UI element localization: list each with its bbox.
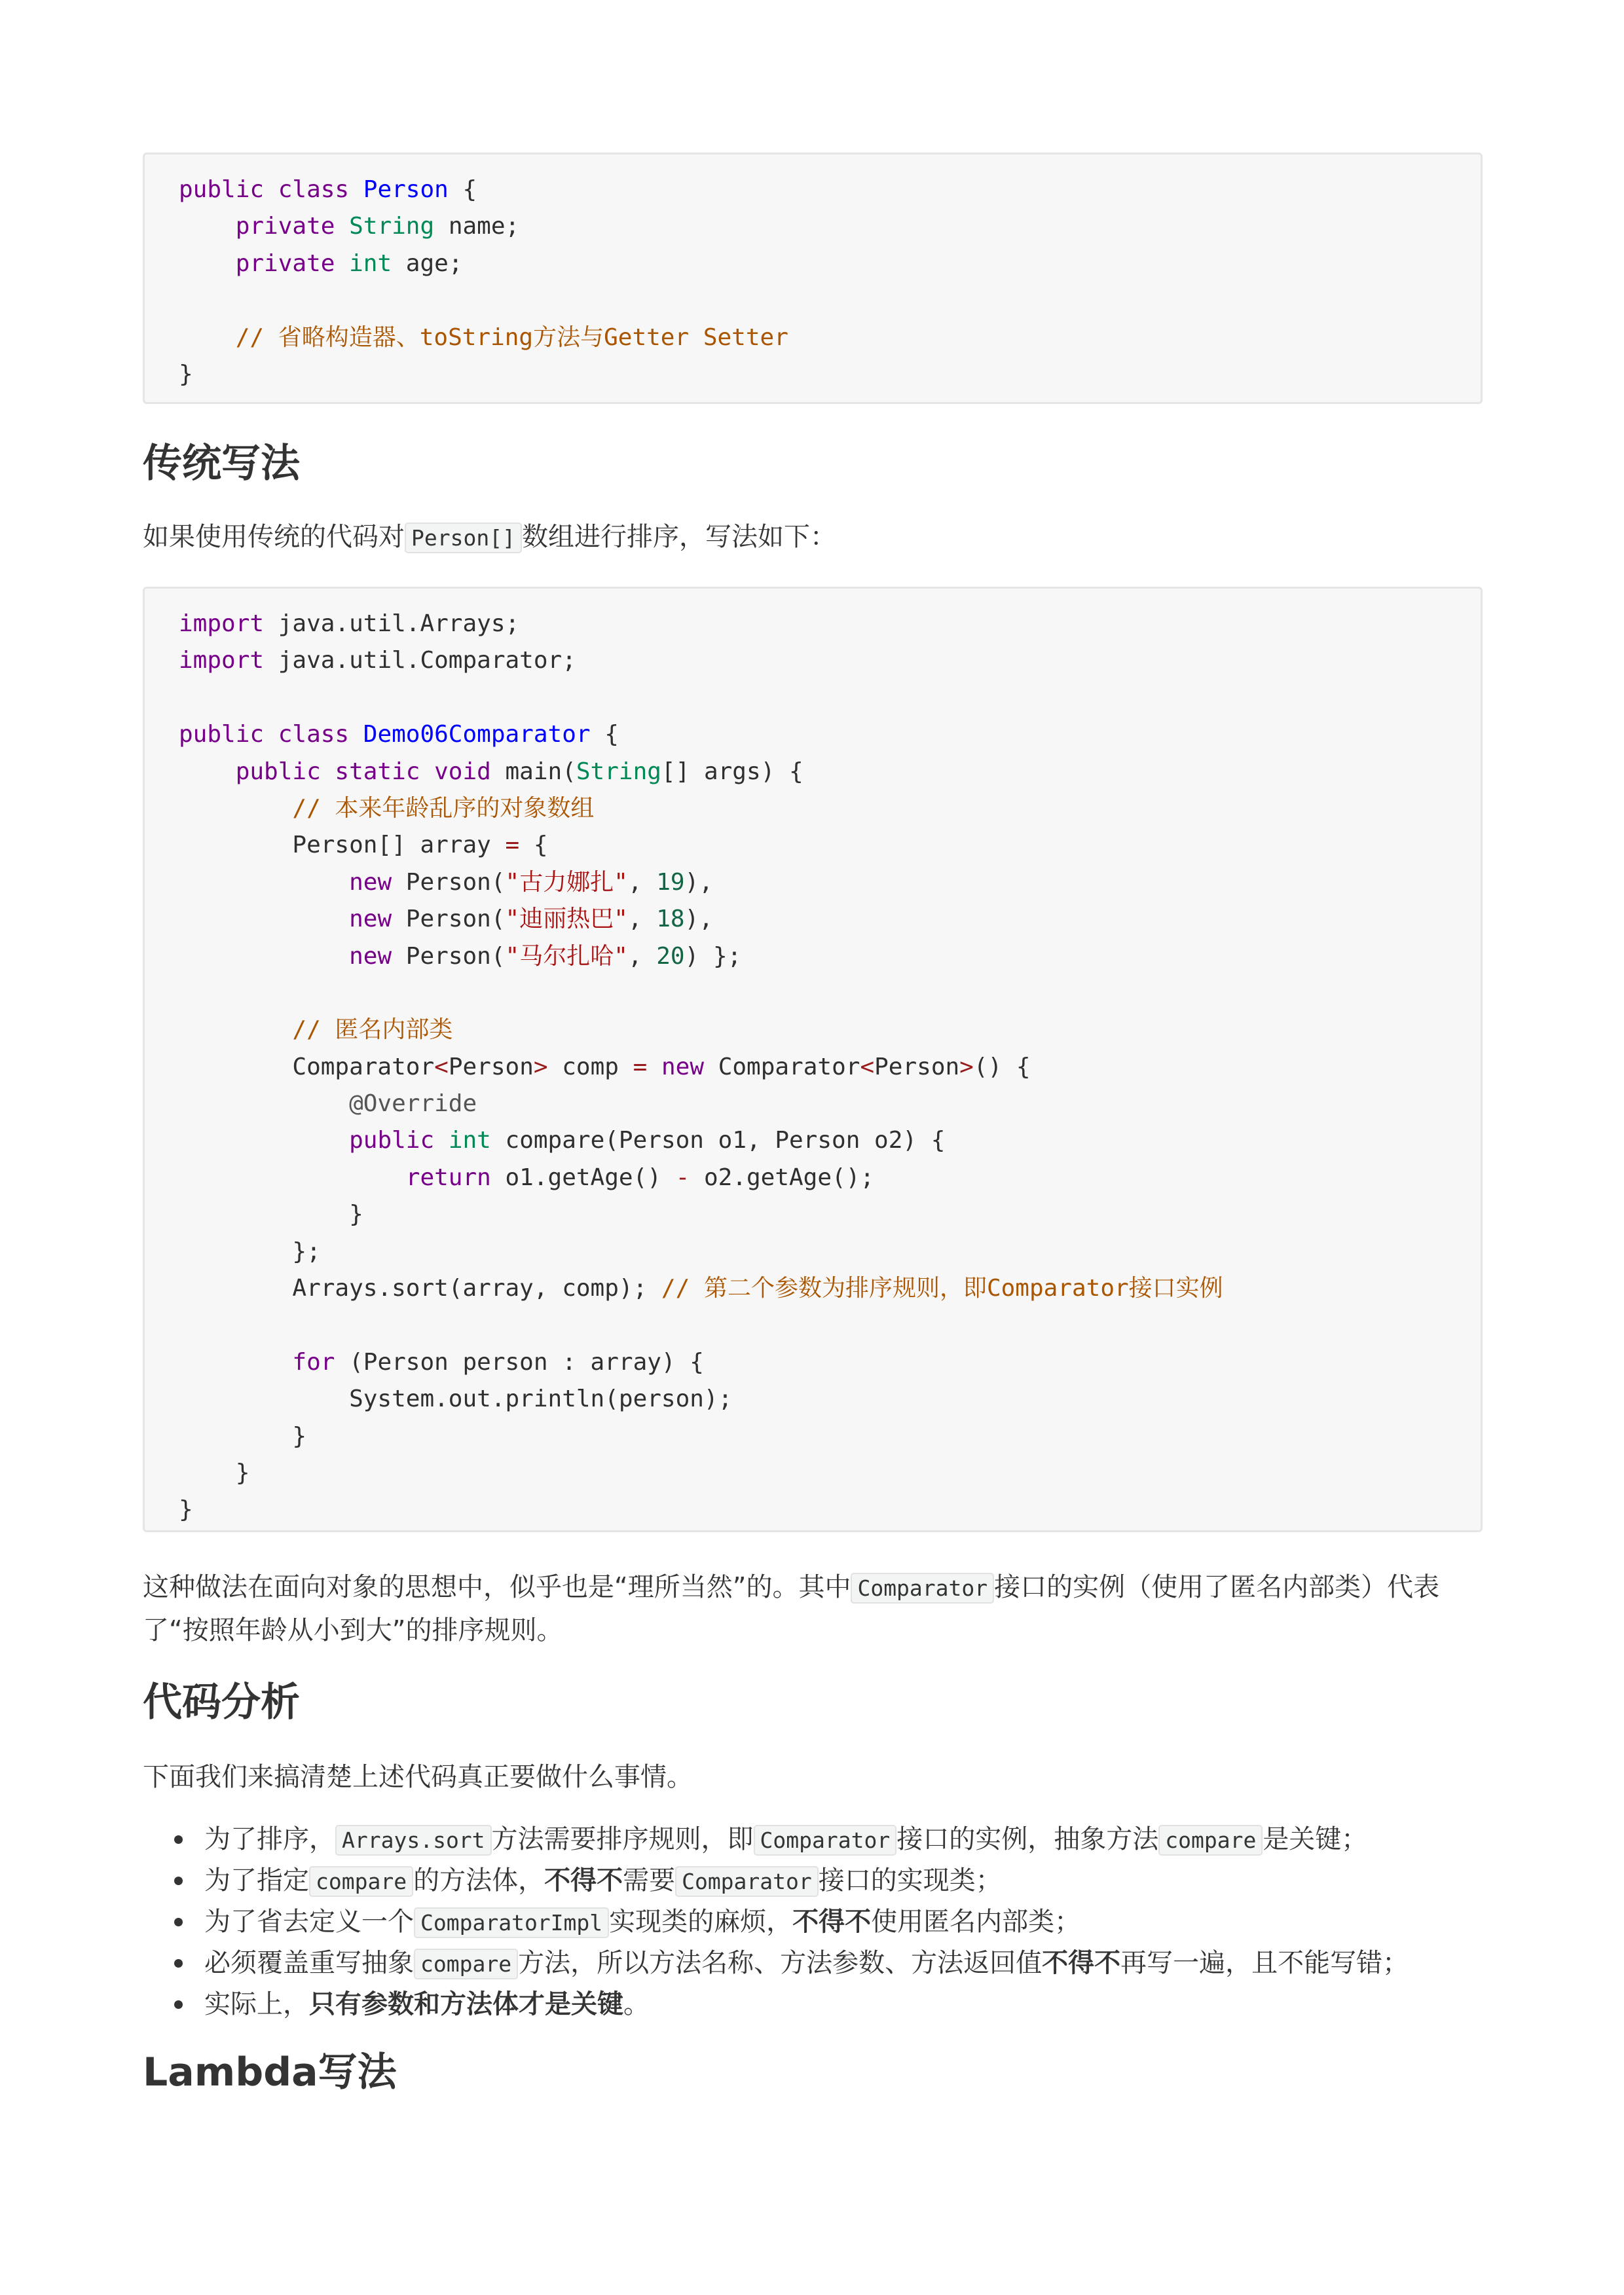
code-line	[179, 208, 1481, 245]
list-text: 需要	[623, 1865, 676, 1896]
code-token: ,	[627, 906, 657, 933]
code-token: [] args) {	[661, 758, 803, 785]
code-token: String	[576, 758, 661, 785]
code-token: {	[590, 721, 619, 748]
code-line	[179, 1012, 1481, 1048]
code-line	[179, 246, 1481, 282]
code-line	[179, 172, 1481, 208]
code-token: private	[179, 249, 350, 277]
code-token: Arrays.sort(array, comp);	[179, 1275, 661, 1302]
code-line	[179, 1122, 1481, 1159]
code-token: new	[349, 906, 392, 933]
code-token: // 匿名内部类	[179, 1016, 453, 1044]
analysis-bullet-list	[143, 1819, 1518, 2025]
code-token: }	[179, 1459, 250, 1486]
code-token: o2.getAge();	[690, 1164, 875, 1191]
code-token: {	[448, 176, 477, 203]
code-token: 18	[656, 906, 685, 933]
code-token: ),	[684, 906, 713, 933]
code-token: -	[675, 1164, 690, 1191]
analysis-intro: 下面我们来搞清楚上述代码真正要做什么事情。	[143, 1762, 693, 1792]
inline-code-person-array: Person[]	[405, 523, 522, 553]
code-token	[179, 1164, 406, 1191]
list-text: 为了指定	[204, 1865, 309, 1896]
code-line	[179, 320, 1481, 356]
paragraph-text-before: 这种做法在面向对象的思想中，似乎也是“理所当然”的。其中	[143, 1572, 851, 1602]
list-text: 的方法体，	[413, 1865, 545, 1896]
code-token: System.out.println(person);	[179, 1386, 733, 1413]
code-token	[179, 1127, 349, 1154]
list-item	[143, 1901, 1518, 1943]
code-token: Demo06Comparator	[363, 721, 591, 748]
code-token: Person(	[392, 942, 506, 970]
code-token: for	[292, 1348, 335, 1376]
code-line	[179, 1492, 1481, 1528]
code-token: java.util.Arrays;	[264, 610, 520, 637]
inline-code: compare	[414, 1949, 518, 1979]
code-line	[179, 901, 1481, 938]
code-token: (Person person : array) {	[335, 1348, 704, 1376]
code-token	[647, 1054, 661, 1080]
bold-text: 不得不	[792, 1907, 872, 1937]
list-text: 为了省去定义一个	[204, 1907, 414, 1937]
code-line	[179, 754, 1481, 790]
code-token: o1.getAge()	[490, 1164, 676, 1191]
list-item	[143, 1943, 1518, 1984]
code-token: {	[519, 832, 548, 859]
code-token: <	[860, 1053, 875, 1080]
code-token: Person	[363, 176, 449, 203]
code-line	[179, 1086, 1481, 1122]
code-token: new	[349, 868, 392, 896]
paragraph-after-code	[143, 1566, 1483, 1651]
code-token: >	[959, 1053, 974, 1080]
code-token: }	[179, 1496, 193, 1524]
code-token: ,	[627, 868, 657, 896]
inline-code: ComparatorImpl	[414, 1907, 609, 1938]
code-token: <	[434, 1053, 449, 1080]
code-token	[179, 906, 349, 932]
code-token: 20	[656, 942, 685, 970]
code-token: String	[349, 213, 435, 240]
code-line	[179, 1160, 1481, 1196]
inline-code: Arrays.sort	[335, 1825, 492, 1856]
code-token: int	[349, 249, 392, 277]
code-token: =	[633, 1053, 648, 1080]
bold-text: 不得不	[1042, 1948, 1121, 1978]
code-token: };	[179, 1238, 321, 1265]
code-token: public	[349, 1127, 435, 1154]
list-text: 方法需要排序规则，即	[491, 1824, 754, 1854]
code-line	[179, 827, 1481, 864]
code-token: return	[405, 1164, 491, 1191]
code-line	[179, 1234, 1481, 1270]
heading-lambda: Lambda写法	[143, 2049, 397, 2095]
code-token: Comparator	[704, 1053, 860, 1080]
code-token: Person(	[392, 868, 506, 896]
code-line	[179, 1270, 1481, 1307]
list-text: 。	[623, 1989, 650, 2019]
code-token: age;	[392, 249, 463, 277]
code-token: public static void	[179, 758, 506, 785]
code-token: name;	[434, 213, 520, 240]
inline-code: Comparator	[675, 1866, 819, 1897]
code-token	[434, 1127, 449, 1154]
code-token: "古力娜扎"	[505, 868, 628, 896]
code-token: >	[533, 1053, 548, 1080]
code-line	[179, 1418, 1481, 1455]
intro-text-before: 如果使用传统的代码对	[143, 522, 405, 552]
code-token: Person	[874, 1053, 960, 1080]
intro-paragraph	[143, 516, 1483, 559]
heading-traditional: 传统写法	[143, 441, 300, 487]
list-text: 为了排序，	[204, 1824, 335, 1854]
code-token	[179, 1349, 292, 1376]
code-token: main(	[505, 758, 576, 785]
code-token: public class	[179, 721, 363, 748]
intro-text-after: 数组进行排序，写法如下：	[521, 522, 836, 552]
code-line	[179, 864, 1481, 901]
code-token: }	[179, 360, 193, 388]
code-token: ),	[684, 868, 713, 896]
code-token: public class	[179, 176, 363, 203]
code-token	[179, 869, 349, 896]
code-line	[179, 282, 1481, 319]
code-token: ) };	[684, 942, 742, 970]
inline-code: Comparator	[754, 1825, 897, 1856]
list-item	[143, 1860, 1518, 1901]
bold-text: 只有参数和方法体才是关键	[309, 1989, 623, 2019]
code-line	[179, 356, 1481, 393]
bold-text: 不得不	[544, 1865, 623, 1896]
code-token: Person(	[392, 906, 506, 933]
list-item	[143, 1819, 1518, 1860]
code-token: }	[179, 1201, 363, 1228]
code-line	[179, 790, 1481, 827]
code-token: new	[349, 942, 392, 970]
code-block-person-class	[143, 153, 1483, 404]
code-token: "马尔扎哈"	[505, 942, 628, 970]
code-line	[179, 642, 1481, 679]
list-text: 再写一遍，且不能写错；	[1120, 1948, 1409, 1978]
code-line	[179, 1196, 1481, 1233]
code-line	[179, 606, 1481, 642]
code-token: // 本来年龄乱序的对象数组	[179, 794, 595, 822]
code-line	[179, 680, 1481, 716]
list-item	[143, 1984, 1518, 2025]
code-line	[179, 1049, 1481, 1086]
list-text: 接口的实现类；	[818, 1865, 1002, 1896]
code-token: int	[448, 1127, 491, 1154]
code-token: =	[505, 832, 520, 859]
code-line	[179, 1307, 1481, 1344]
code-token: // 第二个参数为排序规则，即Comparator接口实例	[661, 1275, 1223, 1302]
inline-code: compare	[309, 1866, 413, 1897]
code-token: private	[179, 213, 350, 240]
code-token	[179, 943, 349, 970]
code-token: 19	[656, 868, 685, 896]
code-token: compare(Person o1, Person o2) {	[490, 1127, 946, 1154]
code-token: () {	[973, 1053, 1031, 1080]
inline-code-comparator: Comparator	[851, 1573, 994, 1604]
inline-code: compare	[1158, 1825, 1263, 1856]
code-line	[179, 938, 1481, 975]
list-text: 方法，所以方法名称、方法参数、方法返回值	[518, 1948, 1043, 1978]
code-token: import	[179, 610, 265, 637]
code-token: Person	[448, 1053, 534, 1080]
code-token: // 省略构造器、toString方法与Getter Setter	[179, 323, 788, 351]
code-line	[179, 1381, 1481, 1418]
code-token: "迪丽热巴"	[505, 906, 628, 933]
code-line	[179, 1455, 1481, 1492]
paragraph-text-after: 接口的实例（使用了匿名内部类）代表了“按照年龄从小到大”的排序规则。	[143, 1572, 1440, 1645]
list-text: 必须覆盖重写抽象	[204, 1948, 414, 1978]
list-text: 实现类的麻烦，	[609, 1907, 793, 1937]
list-text: 是关键；	[1263, 1824, 1368, 1854]
heading-analysis: 代码分析	[143, 1680, 300, 1725]
code-token: }	[179, 1422, 307, 1450]
list-text: 使用匿名内部类；	[871, 1907, 1081, 1937]
code-line	[179, 975, 1481, 1012]
code-token: Comparator	[179, 1053, 435, 1080]
code-token: java.util.Comparator;	[264, 647, 576, 674]
code-token: @Override	[179, 1090, 477, 1118]
code-token: ,	[627, 942, 657, 970]
code-line	[179, 716, 1481, 753]
code-token: comp	[547, 1053, 633, 1080]
list-text: 接口的实例，抽象方法	[896, 1824, 1159, 1854]
code-block-demo06comparator	[143, 587, 1483, 1532]
code-line	[179, 1344, 1481, 1381]
code-token: import	[179, 647, 265, 674]
code-token: Person[] array	[179, 832, 506, 859]
list-text: 实际上，	[204, 1989, 309, 2019]
code-token: new	[661, 1053, 705, 1080]
